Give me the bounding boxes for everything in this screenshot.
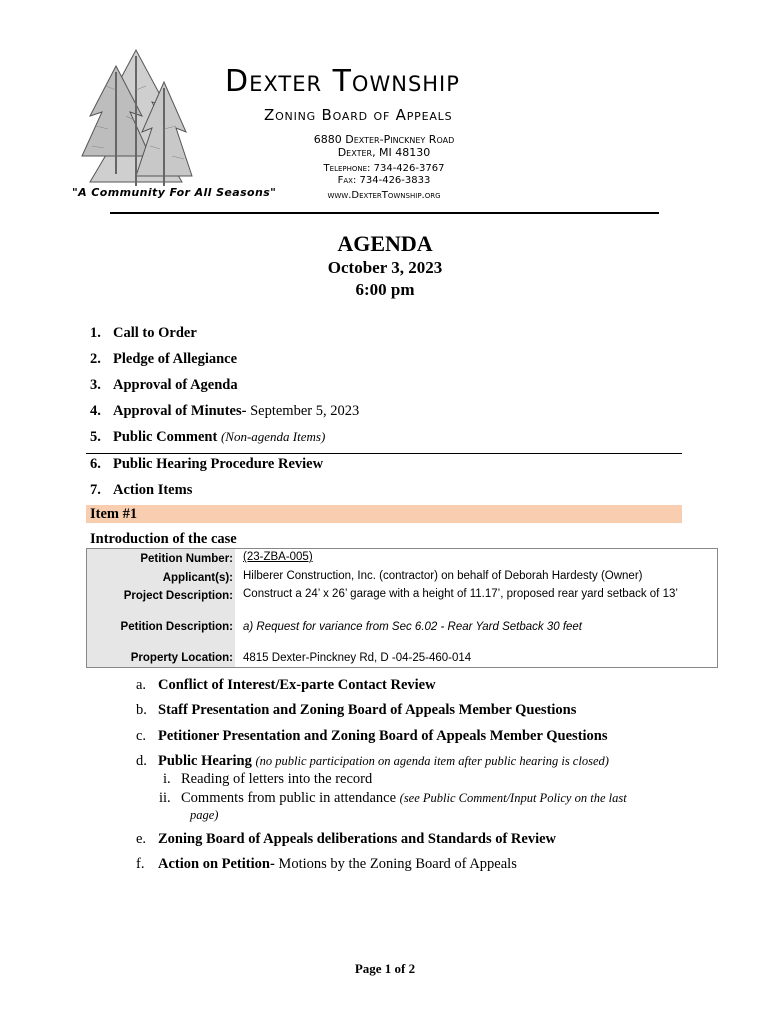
step-text: Comments from public in attendance — [181, 790, 397, 806]
project-description-label: Project Description: — [123, 590, 233, 602]
petition-table-label-column — [87, 549, 235, 667]
item-label: Call to Order — [113, 325, 197, 341]
property-location-value: 4815 Dexter-Pinckney Rd, D -04-25-460-014 — [243, 652, 472, 664]
item-number: 1. — [90, 325, 101, 341]
hearing-step-note-continued — [190, 807, 218, 824]
subitem-label: Staff Presentation and Zoning Board of Appeals Member Questions — [158, 702, 577, 718]
township-name: Dexter Township — [225, 64, 460, 99]
case-intro: Introduction of the case — [90, 531, 237, 547]
subitem-label: Action on Petition- — [158, 856, 275, 872]
agenda-item — [90, 325, 197, 342]
subitem-label: Public Hearing — [158, 753, 252, 769]
item-number: 6. — [90, 456, 101, 472]
petition-number-label: Petition Number: — [140, 553, 233, 565]
subitem-letter: a. — [136, 677, 147, 693]
item-number: 2. — [90, 351, 101, 367]
applicant-label: Applicant(s): — [162, 572, 233, 584]
subitem-letter: f. — [136, 856, 145, 872]
section-divider — [86, 453, 682, 454]
township-motto: "A Community For All Seasons" — [72, 186, 277, 199]
meeting-date: October 3, 2023 — [327, 258, 443, 277]
step-number: i. — [163, 771, 171, 787]
agenda-item — [90, 403, 359, 420]
petition-description-value: a) Request for variance from Sec 6.02 - Rear Yard Setback 30 feet — [243, 621, 582, 633]
header-divider — [110, 212, 659, 214]
subitem-letter: d. — [136, 753, 147, 769]
hearing-step — [159, 790, 627, 807]
address-line-2: Dexter, MI 48130 — [337, 146, 431, 159]
action-subitem — [136, 856, 517, 873]
website-link[interactable]: www.DexterTownship.org — [327, 190, 441, 201]
step-text: Reading of letters into the record — [181, 771, 373, 787]
item-1-header — [86, 505, 682, 523]
item-label: Approval of Agenda — [113, 377, 238, 393]
page-number: Page 1 of 2 — [354, 961, 416, 976]
hearing-step — [163, 771, 372, 788]
action-subitem — [136, 831, 556, 848]
subitem-letter: c. — [136, 728, 147, 744]
petition-table — [86, 548, 718, 668]
subitem-note: (no public participation on agenda item after public hearing is closed) — [255, 754, 609, 768]
agenda-item — [90, 482, 192, 499]
applicant-value: Hilberer Construction, Inc. (contractor) on behalf of Deborah Hardesty (Owner) — [243, 570, 643, 582]
item-label: Approval of Minutes- — [113, 403, 247, 419]
subitem-detail: Motions by the Zoning Board of Appeals — [274, 856, 517, 872]
meeting-time: 6:00 pm — [355, 280, 415, 299]
agenda-heading: AGENDA — [337, 231, 433, 256]
agenda-item — [90, 456, 323, 473]
telephone: Telephone: 734-426-3767 — [323, 163, 445, 174]
action-subitem — [136, 728, 608, 745]
step-note: (see Public Comment/Input Policy on the last — [399, 791, 627, 805]
agenda-item — [90, 429, 325, 446]
agenda-item — [90, 351, 237, 368]
item-1-header-label: Item #1 — [90, 506, 138, 522]
petition-number-value: (23-ZBA-005) — [243, 551, 313, 563]
pine-trees-icon — [76, 46, 206, 192]
action-subitem — [136, 753, 609, 770]
subitem-label: Conflict of Interest/Ex-parte Contact Review — [158, 677, 436, 693]
property-location-label: Property Location: — [130, 652, 233, 664]
petition-description-label: Petition Description: — [120, 621, 233, 633]
item-label: Pledge of Allegiance — [113, 351, 238, 367]
action-subitem — [136, 702, 576, 719]
item-label: Public Hearing Procedure Review — [113, 456, 324, 472]
item-number: 4. — [90, 403, 101, 419]
board-name: Zoning Board of Appeals — [264, 106, 453, 124]
action-subitem — [136, 677, 436, 694]
fax: Fax: 734-426-3833 — [337, 175, 431, 186]
item-number: 3. — [90, 377, 101, 393]
item-number: 7. — [90, 482, 101, 498]
item-note: (Non-agenda Items) — [220, 429, 326, 444]
subitem-label: Zoning Board of Appeals deliberations and Standards of Review — [158, 831, 557, 847]
item-number: 5. — [90, 429, 101, 445]
subitem-letter: b. — [136, 702, 147, 718]
item-detail: September 5, 2023 — [246, 403, 360, 419]
step-number: ii. — [159, 790, 171, 806]
item-label: Public Comment — [113, 429, 218, 445]
step-note-continued: page) — [190, 808, 219, 822]
agenda-item — [90, 377, 238, 394]
item-label: Action Items — [113, 482, 193, 498]
subitem-letter: e. — [136, 831, 147, 847]
address-line-1: 6880 Dexter-Pinckney Road — [313, 133, 455, 146]
project-description-value: Construct a 24’ x 26’ garage with a height of 11.17’, proposed rear yard setback of 13’ — [243, 588, 678, 600]
subitem-label: Petitioner Presentation and Zoning Board of Appeals Member Questions — [158, 728, 608, 744]
